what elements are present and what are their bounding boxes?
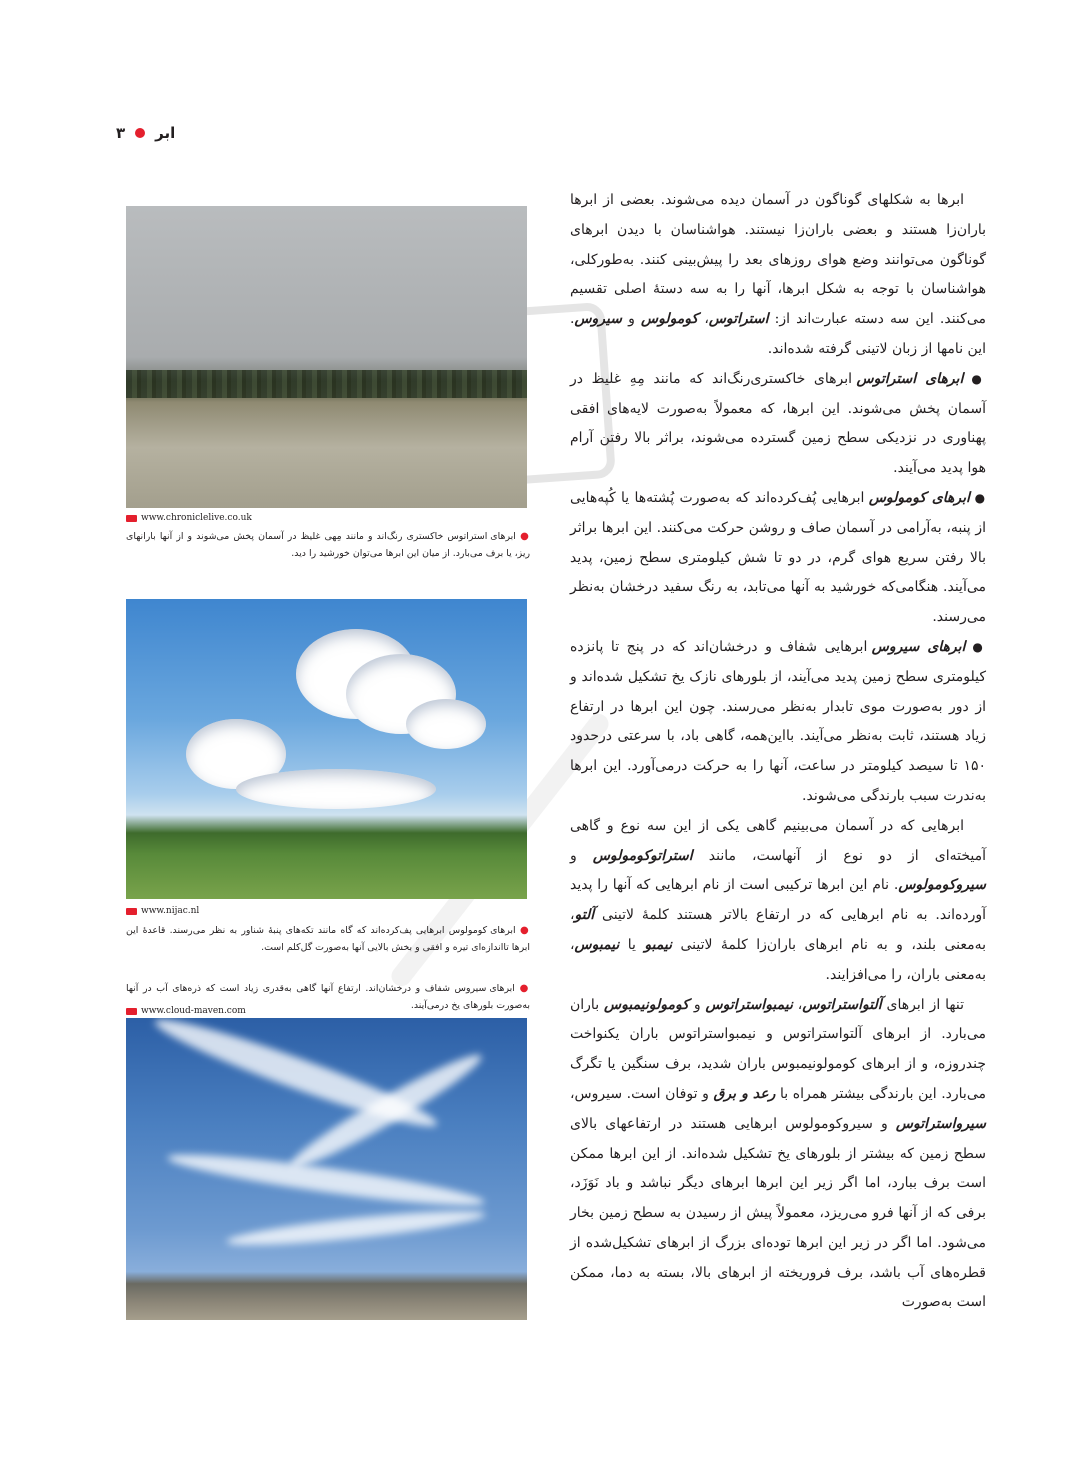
cirrus-wisp <box>226 1204 487 1251</box>
photo-caption: ● ابرهای کومولوس ابرهایی پف‌کرده‌اند که گاه مانند تکه‌های پنبهٔ شناور به نظر می‌رسند. قاعدهٔ این ابرها تااندازه‌ای تیره و افقی و بخش بالایی آنها به‌صورت گل‌کلم است. <box>126 922 530 956</box>
stratus-photo <box>126 206 527 508</box>
photo-credit: www.cloud-maven.com <box>126 1006 246 1016</box>
chapter-title: ابر <box>155 124 176 142</box>
article-body <box>570 186 986 1318</box>
camera-icon <box>126 515 137 522</box>
rain-clouds-paragraph: تنها از ابرهای آلتواستراتوس، نیمبواستراتوس و کومولونیمبوس باران می‌بارد. از ابرهای آلتواستراتوس و نیمبواستراتوس باران یکنواخت چندروزه، و از ابرهای کومولونیمبوس باران شدید، برف سنگین یا تگرگ می‌بارد. این بارندگی بیشتر همراه با رعد و برق و توفان است. سیروس، سیرواستراتوس و سیروکومولوس ابرهایی هستند در ارتفاعهای بالای سطح زمین که بیشتر از بلورهای یخ تشکیل شده‌اند. از این ابرها ممکن است برف ببارد، اما اگر زیر این ابرها ابرهای دیگر نباشد و باد نَوَزَد، برفی که از آنها فرو می‌ریزد، معمولاً پیش از رسیدن به سطح زمین بخار می‌شود. اما اگر در زیر این ابرها توده‌ای بزرگ از ابرهای تشکیل‌شده از قطره‌های آب باشد، برف فروریخته از ابرهای بالا، بسته به دما، ممکن است به‌صورت <box>570 996 986 1311</box>
cirrus-photo <box>126 1018 527 1320</box>
bullet-dot-icon <box>135 128 145 138</box>
stratus-paragraph: ● ابرهای استراتوس ابرهای خاکستری‌رنگ‌اند که مانند مِهِ غلیظ در آسمان پخش می‌شوند. این ابرها، که معمولاً به‌صورت لایه‌های افقی پهناوری در نزدیکی سطح زمین گسترده می‌شوند، براثر بالا رفتن آرام هوا پدید می‌آیند. <box>570 365 986 484</box>
photo-credit: www.nijac.nl <box>126 906 199 916</box>
treeline <box>126 370 527 398</box>
cirrus-paragraph: ● ابرهای سیروس ابرهایی شفاف و درخشان‌اند که در پنج تا پانزده کیلومتری سطح زمین پدید می‌آیند، از بلورهای نازک یخ تشکیل شده‌اند و از دور به‌صورت موی تابدار به‌نظر می‌رسند. چون این ابرها در ارتفاع زیاد هستند، ثابت به‌نظر می‌آیند. بااین‌همه، گاهی باد، با سرعتی درحدود ۱۵۰ تا سیصد کیلومتر در ساعت، آنها را به حرکت درمی‌آورد. این ابرها به‌ندرت سبب بارندگی می‌شوند. <box>570 633 986 812</box>
cloud-shape <box>236 769 436 809</box>
cloud-shape <box>406 699 486 749</box>
photo-credit: www.chroniclelive.co.uk <box>126 513 252 523</box>
mixed-clouds-paragraph: ابرهایی که در آسمان می‌بینیم گاهی یکی از این سه نوع و گاهی آمیخته‌ای از دو نوع از آنهاست، مانند استراتوکومولوس و سیروکومولوس. نام این ابرها ترکیبی است از نام ابرهایی که آنها را پدید آورده‌اند. به نام ابرهایی که در ارتفاع بالاتر هستند کلمهٔ لاتینی آلتو، به‌معنی بلند، و به نام ابرهای باران‌زا کلمهٔ لاتینی نیمبو یا نیمبوس، به‌معنی باران، را می‌افزایند. <box>570 817 986 983</box>
intro-paragraph: ابرها به شکلهای گوناگون در آسمان دیده می‌شوند. بعضی از ابرها باران‌زا هستند و بعضی باران‌زا نیستند. هواشناسان با دیدن ابرهای گوناگون می‌توانند وضع هوای روزهای بعد را پیش‌بینی کنند. به‌طورکلی، هواشناسان با توجه به شکل ابرها، آنها را به سه دستهٔ اصلی تقسیم می‌کنند. این سه دسته عبارت‌اند از: استراتوس، کومولوس و سیروس. این نامها از زبان لاتینی گرفته شده‌اند. <box>570 192 986 357</box>
camera-icon <box>126 908 137 915</box>
photo-caption: ● ابرهای سیروس شفاف و درخشان‌اند. ارتفاع آنها گاهی به‌قدری زیاد است که ذره‌های آب در آنها به‌صورت بلورهای یخ درمی‌آیند. <box>126 980 530 1014</box>
cirrus-wisp <box>150 1018 442 1138</box>
photo-caption: ● ابرهای استراتوس خاکستری رنگ‌اند و مانند مِهی غلیظ در آسمان پخش می‌شوند و از آنها بارانهای ریز، یا برف می‌بارد. از میان این ابرها می‌توان خورشید را دید. <box>126 528 530 562</box>
cumulus-paragraph: ● ابرهای کومولوس ابرهایی پُف‌کرده‌اند که به‌صورت پُشته‌ها یا کُپه‌هایی از پنبه، به‌آرامی در آسمان صاف و روشن حرکت می‌کنند. این ابرها براثر بالا رفتن سریع هوای گرم، در دو تا شش کیلومتری سطح زمین، پدید می‌آیند. هنگامی‌که خورشید به آنها می‌تابد، به رنگ سفید درخشان به‌نظر می‌رسند. <box>570 484 986 633</box>
page-number: ۳ <box>116 124 126 142</box>
camera-icon <box>126 1008 137 1015</box>
cumulus-photo <box>126 599 527 899</box>
page-header <box>116 124 175 142</box>
